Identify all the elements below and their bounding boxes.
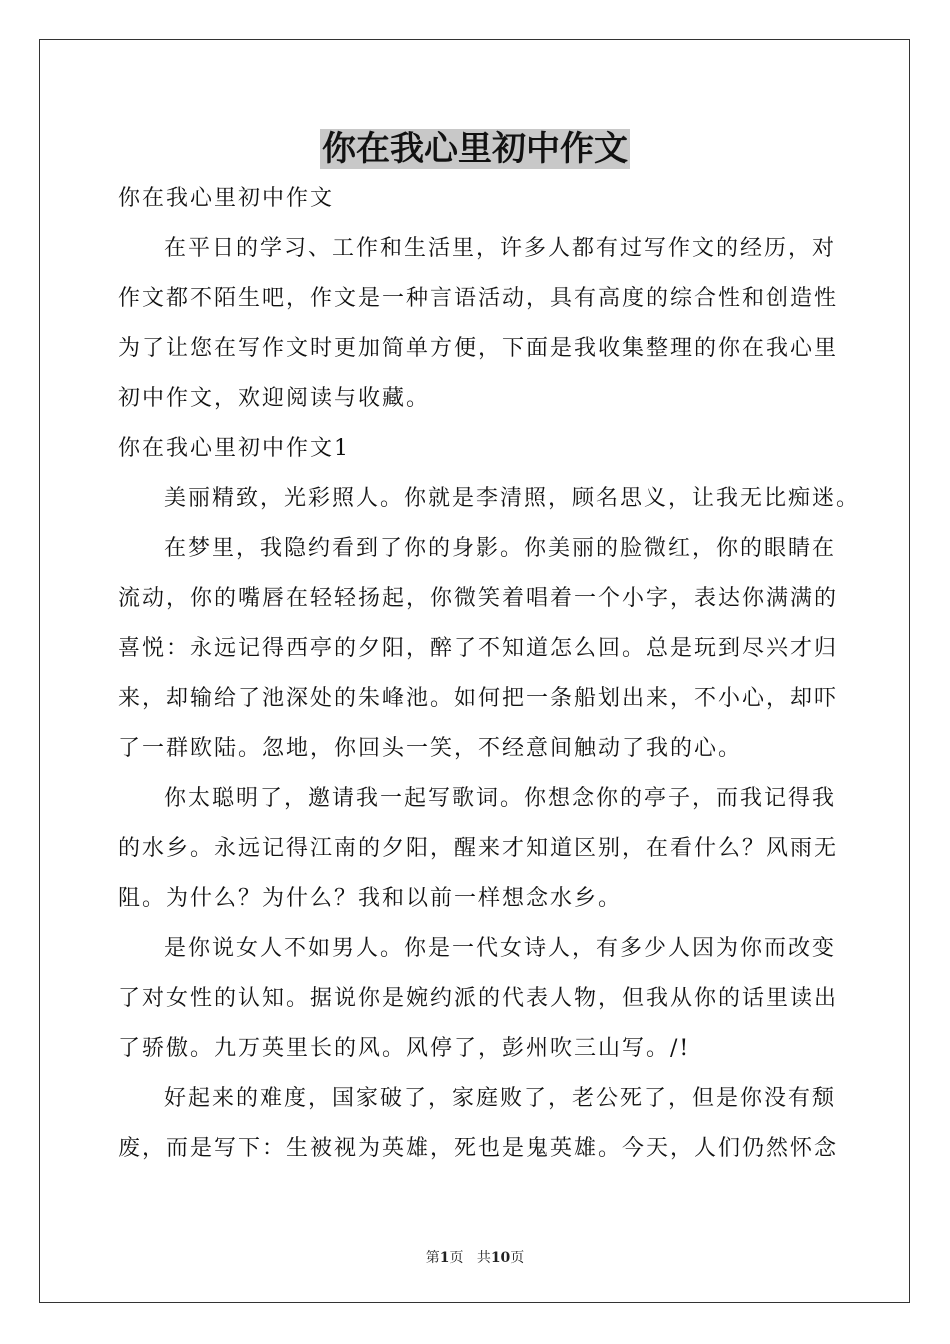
body-line: 在平日的学习、工作和生活里，许多人都有过写作文的经历，对 [164, 236, 837, 261]
body-line: 作文都不陌生吧，作文是一种言语活动，具有高度的综合性和创造性 [118, 286, 839, 311]
document-title [0, 124, 950, 174]
body-line: 流动，你的嘴唇在轻轻扬起，你微笑着唱着一个小字，表达你满满的 [118, 586, 839, 611]
body-line: 了一群欧陆。忽地，你回头一笑，不经意间触动了我的心。 [118, 736, 743, 761]
body-line: 废，而是写下：生被视为英雄，死也是鬼英雄。今天，人们仍然怀念 [118, 1136, 839, 1161]
subtitle-line: 你在我心里初中作文 [118, 186, 335, 211]
body-line: 是你说女人不如男人。你是一代女诗人，有多少人因为你而改变 [164, 936, 837, 961]
document-title-text: 你在我心里初中作文 [322, 129, 628, 169]
page-prefix: 第 [425, 1250, 440, 1266]
body-line: 美丽精致，光彩照人。你就是李清照，顾名思义，让我无比痴迷。 [164, 486, 861, 511]
total-unit: 页 [510, 1250, 525, 1266]
page-unit: 页 [449, 1250, 464, 1266]
body-line: 初中作文，欢迎阅读与收藏。 [118, 386, 431, 411]
body-line: 喜悦：永远记得西亭的夕阳，醉了不知道怎么回。总是玩到尽兴才归 [118, 636, 839, 661]
page-footer [0, 1248, 950, 1268]
body-line: 了对女性的认知。据说你是婉约派的代表人物，但我从你的话里读出 [118, 986, 839, 1011]
total-prefix: 共 [476, 1250, 491, 1266]
page-number: 1 [439, 1250, 450, 1266]
body-line: 阻。为什么？为什么？我和以前一样想念水乡。 [118, 886, 623, 911]
total-pages: 10 [490, 1250, 511, 1266]
body-line: 在梦里，我隐约看到了你的身影。你美丽的脸微红，你的眼睛在 [164, 536, 837, 561]
body-line: 好起来的难度，国家破了，家庭败了，老公死了，但是你没有颓 [164, 1086, 837, 1111]
body-line: 来，却输给了池深处的朱峰池。如何把一条船划出来，不小心，却吓 [118, 686, 839, 711]
body-line: 的水乡。永远记得江南的夕阳，醒来才知道区别，在看什么？风雨无 [118, 836, 839, 861]
body-line: 了骄傲。九万英里长的风。风停了，彭州吹三山写。/! [118, 1036, 691, 1061]
body-line: 为了让您在写作文时更加简单方便，下面是我收集整理的你在我心里 [118, 336, 839, 361]
body-line: 你太聪明了，邀请我一起写歌词。你想念你的亭子，而我记得我 [164, 786, 837, 811]
section-heading: 你在我心里初中作文1 [118, 436, 350, 461]
